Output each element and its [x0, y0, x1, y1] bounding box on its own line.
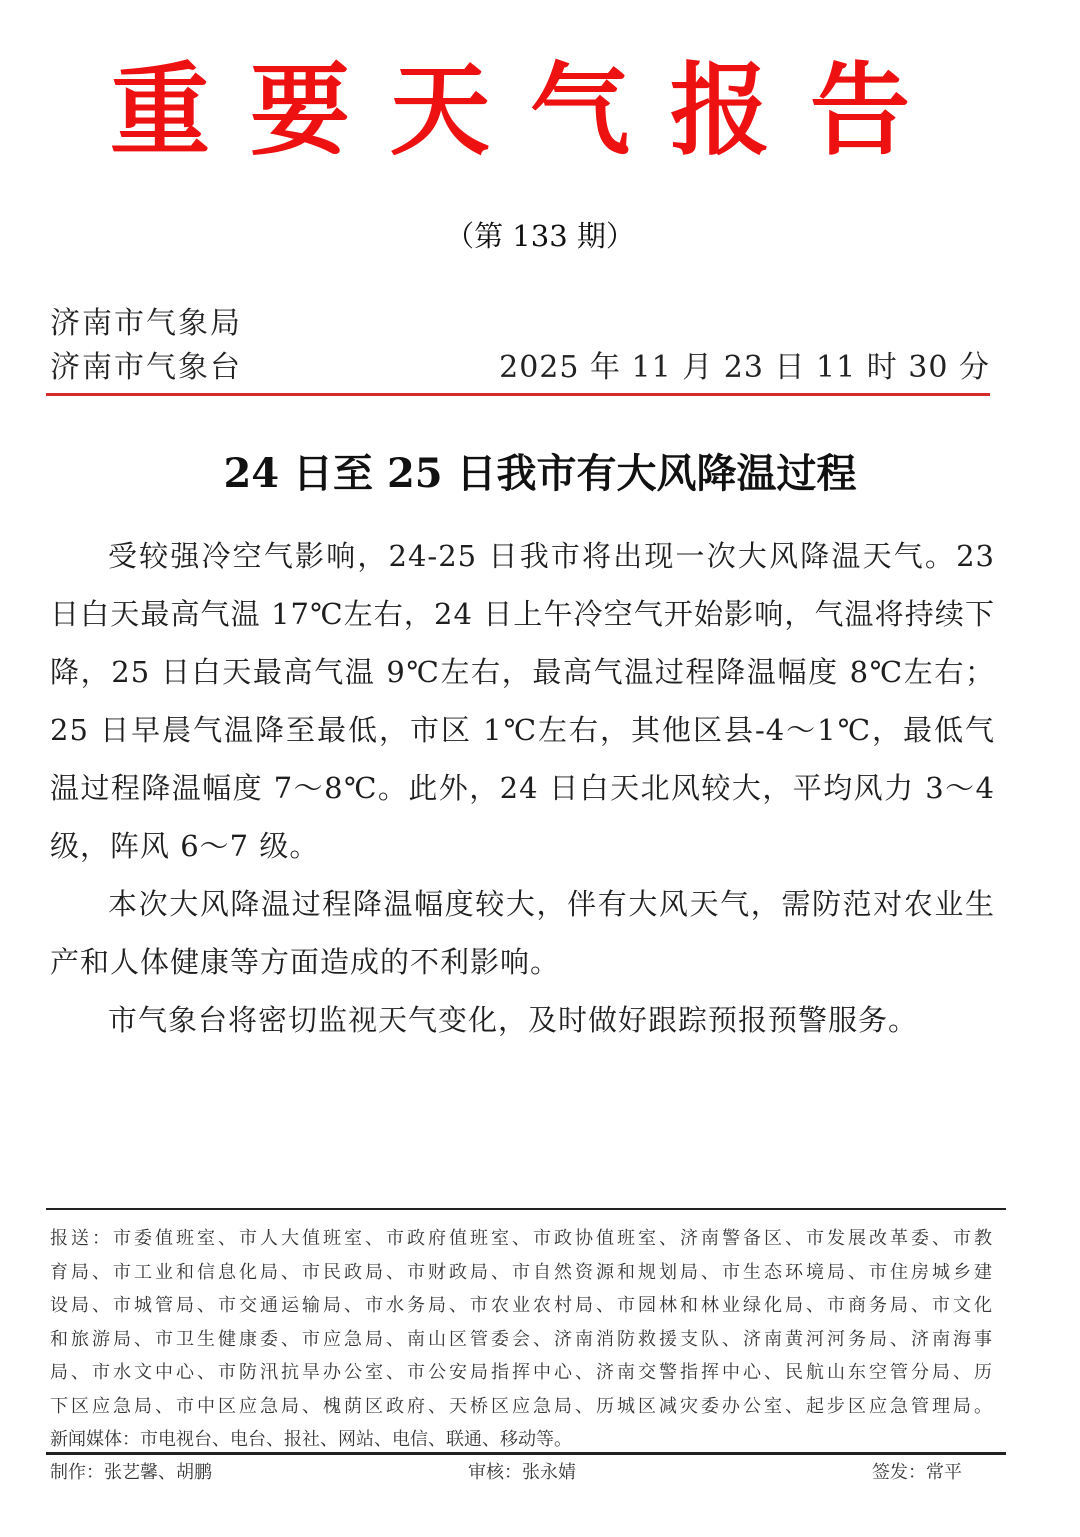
masthead-char: 重 — [110, 51, 210, 169]
distribution-recipients: 市委值班室、市人大值班室、市政府值班室、市政协值班室、济南警备区、市发展改革委、市教育局、市工业和信息化局、市民政局、市财政局、市自然资源和规划局、市生态环境局、市住房城乡建设局、市城管局、市交通运输局、市水务局、市农业农村局、市园林和林业绿化局、市商务局、市文化和旅游局、市卫生健康委、市应急局、南山区管委会、济南消防救援支队、济南黄河河务局、济南海事局、市水文中心、市防汛抗旱办公室、市公安局指挥中心、济南交警指挥中心、民航山东空管分局、历下区应急局、市中区应急局、槐荫区政府、天桥区应急局、历城区减灾委办公室、起步区应急管理局。 — [50, 1228, 995, 1417]
issuer-block — [50, 302, 990, 390]
issuer-bureau: 济南市气象局 — [50, 306, 242, 341]
distribution-list — [50, 1222, 995, 1423]
masthead-char: 要 — [250, 51, 350, 169]
body-paragraph: 受较强冷空气影响，24-25 日我市将出现一次大风降温天气。23 日白天最高气温 17℃左右，24 日上午冷空气开始影响，气温将持续下降，25 日白天最高气温 9℃左右，最高气温过程降温幅度 8℃左右；25 日早晨气温降至最低，市区 1℃左右，其他区县-4～1℃，最低气温过程降温幅度 7～8℃。此外，24 日白天北风较大，平均风力 3～4 级，阵风 6～7 级。 — [50, 539, 995, 863]
made-by: 制作：张艺馨、胡鹏 — [50, 1462, 212, 1483]
distribution-top-divider — [46, 1208, 1006, 1210]
media-label: 新闻媒体： — [50, 1429, 140, 1450]
body-paragraph: 本次大风降温过程降温幅度较大，伴有大风天气，需防范对农业生产和人体健康等方面造成的不利影响。 — [50, 887, 995, 979]
body-paragraph: 市气象台将密切监视天气变化，及时做好跟踪预报预警服务。 — [108, 1003, 919, 1037]
masthead-char: 报 — [670, 51, 770, 169]
masthead-char: 天 — [390, 51, 490, 169]
issue-datetime: 2025 年 11 月 23 日 11 时 30 分 — [499, 350, 990, 385]
report-body — [50, 527, 995, 1049]
issue-number: （第 133 期） — [445, 219, 635, 253]
masthead-char: 气 — [530, 51, 630, 169]
issuer-observatory: 济南市气象台 — [50, 350, 242, 385]
masthead-char: 告 — [810, 51, 910, 169]
distribution-label: 报送： — [50, 1228, 113, 1249]
media-recipients: 市电视台、电台、报社、网站、电信、联通、移动等。 — [140, 1429, 572, 1450]
signed-by: 签发：常平 — [872, 1462, 962, 1483]
reviewed-by: 审核：张永婧 — [468, 1462, 576, 1483]
report-masthead — [110, 50, 910, 170]
footer-divider — [46, 1452, 1006, 1455]
red-divider — [46, 393, 990, 396]
report-headline: 24 日至 25 日我市有大风降温过程 — [223, 450, 857, 497]
